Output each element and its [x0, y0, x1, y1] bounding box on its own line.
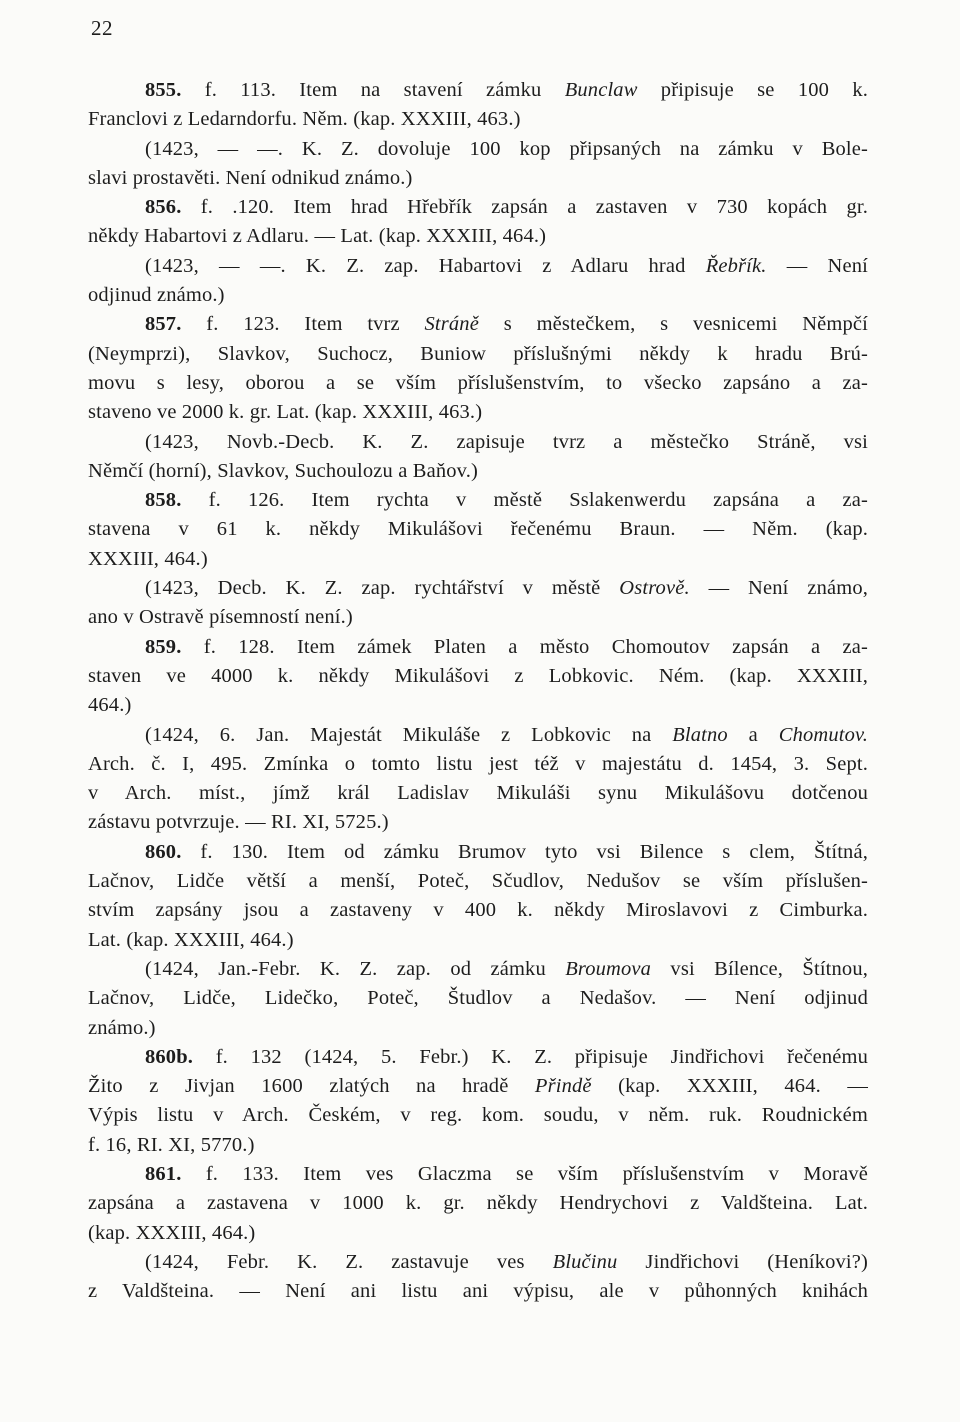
text-segment: s městečkem, s vesnicemi Němpčí — [478, 313, 868, 336]
entry-860-line — [88, 896, 868, 925]
entry-number: 859. — [145, 635, 182, 658]
text-segment: f. 133. Item ves Glaczma se vším příslušenstvím v Moravě — [181, 1162, 868, 1185]
text-segment: staven ve 4000 k. někdy Mikulášovi z Lobkovic. Ném. (kap. XXXIII, — [88, 664, 868, 687]
text-segment: slavi prostavěti. Není odnikud známo.) — [88, 166, 413, 189]
entry-857-line — [88, 340, 868, 369]
text-segment: f. 16, RI. XI, 5770.) — [88, 1133, 255, 1156]
text-segment: Lat. (kap. XXXIII, 464.) — [88, 928, 294, 951]
text-segment: XXXIII, 464.) — [88, 547, 208, 570]
text-segment: (1423, Decb. K. Z. zap. rychtářství v městě — [145, 577, 620, 600]
text-segment: Řebřík. — [705, 254, 767, 277]
entry-858-line — [88, 515, 868, 544]
entry-859-line — [88, 691, 868, 720]
text-segment: stvím zapsány jsou a zastaveny v 400 k. někdy Miroslavovi z Cimburka. — [88, 899, 868, 922]
entry-860b-line — [88, 1101, 868, 1130]
text-segment: movu s lesy, oborou a se vším příslušenstvím, to všecko zapsáno a za- — [88, 371, 868, 394]
text-segment: Bunclaw — [564, 79, 638, 101]
entry-858-line — [88, 545, 868, 574]
page-number: 22 — [91, 16, 113, 40]
text-segment: (1424, Febr. K. Z. zastavuje ves — [145, 1250, 553, 1273]
entry-858-line — [88, 574, 868, 603]
entry-861-line — [88, 1219, 868, 1248]
text-segment: f. .120. Item hrad Hřebřík zapsán a zastaven v 730 kopách gr. — [181, 196, 868, 219]
entry-855-line — [88, 76, 868, 105]
text-segment: (kap. XXXIII, 464. — — [591, 1075, 868, 1098]
entry-857-line — [88, 457, 868, 486]
entry-number: 856. — [145, 196, 182, 219]
text-segment: staveno ve 2000 k. gr. Lat. (kap. XXXIII, 463.) — [88, 401, 483, 424]
text-segment: (1423, — —. K. Z. zap. Habartovi z Adlaru hrad — [145, 254, 706, 277]
text-segment: Výpis listu v Arch. Českém, v reg. kom. soudu, v něm. ruk. Roudnickém — [88, 1104, 868, 1127]
text-segment: f. 113. Item na stavení zámku — [181, 79, 565, 101]
entry-856-line — [88, 222, 868, 251]
text-segment: Arch. č. I, 495. Zmínka o tomto listu jest též v majestátu d. 1454, 3. Sept. — [88, 752, 868, 775]
text-segment: připisuje se 100 k. — [637, 79, 868, 101]
entry-860-line — [88, 1014, 868, 1043]
entry-859-line — [88, 808, 868, 837]
text-segment: Blučinu — [552, 1250, 618, 1273]
entry-856-line — [88, 281, 868, 310]
entry-857-line — [88, 369, 868, 398]
entry-858-line — [88, 603, 868, 632]
text-segment: f. 123. Item tvrz — [181, 313, 425, 336]
text-segment: z Valdšteina. — Není ani listu ani výpisu, ale v půhonných knihách — [88, 1280, 868, 1303]
entry-855-line — [88, 164, 868, 193]
entry-860-line — [88, 926, 868, 955]
entry-857-line — [88, 428, 868, 457]
text-segment: Přindě — [534, 1075, 592, 1098]
entry-861-line — [88, 1277, 868, 1306]
entry-857-line — [88, 398, 868, 427]
text-segment: odjinud známo.) — [88, 284, 225, 307]
entry-860b-line — [88, 1043, 868, 1072]
entry-861-line — [88, 1248, 868, 1277]
entry-859-line — [88, 750, 868, 779]
page-text — [88, 76, 868, 1306]
text-segment: stavena v 61 k. někdy Mikulášovi řečenému Braun. — Něm. (kap. — [88, 518, 868, 541]
entry-860b-line — [88, 1131, 868, 1160]
entry-857-line — [88, 310, 868, 339]
text-segment: f. 130. Item od zámku Brumov tyto vsi Bilence s clem, Štítná, — [181, 840, 868, 863]
entry-860b-line — [88, 1072, 868, 1101]
entry-859-line — [88, 779, 868, 808]
text-segment: (kap. XXXIII, 464.) — [88, 1221, 256, 1244]
entry-860-line — [88, 838, 868, 867]
text-segment: (Neymprzi), Slavkov, Suchocz, Buniow příslušnými někdy k hradu Brú- — [88, 342, 868, 365]
entry-860-line — [88, 955, 868, 984]
entry-number: 861. — [145, 1162, 182, 1185]
entry-856-line — [88, 193, 868, 222]
entry-860-line — [88, 984, 868, 1013]
entry-859-line — [88, 662, 868, 691]
entry-861-line — [88, 1189, 868, 1218]
entry-number: 857. — [145, 313, 182, 336]
text-segment: — Není známo, — [689, 577, 868, 600]
text-segment: Stráně — [424, 313, 479, 336]
text-segment: (1423, Novb.-Decb. K. Z. zapisuje tvrz a městečko Stráně, vsi — [145, 430, 868, 453]
entry-861-line — [88, 1160, 868, 1189]
text-segment: Chomutov. — [778, 723, 868, 746]
text-segment: Ostrově. — [619, 577, 690, 600]
text-segment: — Není — [766, 254, 868, 277]
text-segment: Lačnov, Lidče, Lidečko, Poteč, Študlov a Nedašov. — Není odjinud — [88, 987, 868, 1010]
entry-859-line — [88, 633, 868, 662]
entry-number: 860b. — [145, 1045, 194, 1068]
text-segment: f. 126. Item rychta v městě Sslakenwerdu zapsána a za- — [181, 489, 868, 512]
text-segment: Franclovi z Ledarndorfu. Něm. (kap. XXXIII, 463.) — [88, 108, 521, 131]
text-segment: (1424, 6. Jan. Majestát Mikuláše z Lobkovic na — [145, 723, 673, 746]
text-segment: Lačnov, Lidče větší a menší, Poteč, Sčudlov, Nedušov se vším příslušen- — [88, 870, 868, 893]
text-segment: vsi Bílence, Štítnou, — [651, 957, 868, 980]
entry-859-line — [88, 721, 868, 750]
entry-number: 860. — [145, 840, 182, 863]
text-segment: f. 132 (1424, 5. Febr.) K. Z. připisuje Jindřichovi řečenému — [193, 1045, 868, 1068]
text-segment: (1423, — —. K. Z. dovoluje 100 kop připsaných na zámku v Bole- — [145, 137, 868, 160]
entry-858-line — [88, 486, 868, 515]
text-segment: Blatno — [672, 723, 728, 746]
text-segment: někdy Habartovi z Adlaru. — Lat. (kap. XXXIII, 464.) — [88, 225, 547, 248]
text-segment: Žito z Jivjan 1600 zlatých na hradě — [88, 1075, 535, 1098]
text-segment: známo.) — [88, 1016, 156, 1039]
text-segment: f. 128. Item zámek Platen a město Chomoutov zapsán a za- — [181, 635, 868, 658]
entry-855-line — [88, 135, 868, 164]
entry-856-line — [88, 252, 868, 281]
text-segment: v Arch. míst., jímž král Ladislav Mikuláši synu Mikulášovu dotčenou — [88, 782, 868, 805]
text-segment: zástavu potvrzuje. — RI. XI, 5725.) — [88, 811, 389, 834]
text-segment: (1424, Jan.-Febr. K. Z. zap. od zámku — [145, 957, 566, 980]
text-segment: a — [727, 723, 779, 746]
entry-number: 855. — [145, 79, 182, 101]
text-segment: Jindřichovi (Heníkovi?) — [617, 1250, 869, 1273]
text-segment: Broumova — [565, 957, 652, 980]
entry-860-line — [88, 867, 868, 896]
text-segment: Němčí (horní), Slavkov, Suchoulozu a Baňov.) — [88, 459, 478, 482]
text-segment: 464.) — [88, 694, 132, 717]
entry-number: 858. — [145, 489, 182, 512]
text-segment: zapsána a zastavena v 1000 k. gr. někdy Hendrychovi z Valdšteina. Lat. — [88, 1192, 868, 1215]
text-segment: ano v Ostravě písemností není.) — [88, 606, 353, 629]
entry-855-line — [88, 105, 868, 134]
